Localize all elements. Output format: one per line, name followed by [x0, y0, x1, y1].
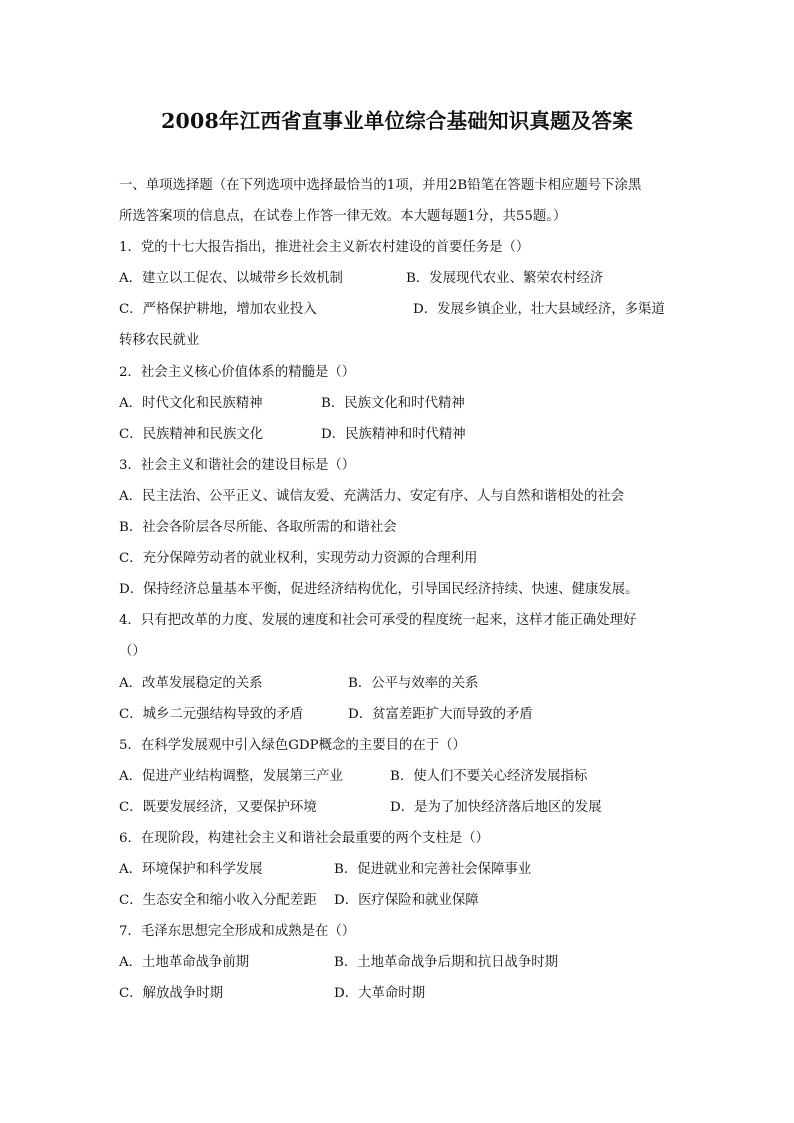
question-6-option-a: A．环境保护和科学发展	[119, 862, 263, 878]
question-4-option-c: C．城乡二元强结构导致的矛盾	[119, 706, 304, 722]
question-6-options-row-2	[119, 885, 679, 916]
question-7-option-d: D．大革命时期	[334, 986, 426, 1002]
question-3-option-c: C．充分保障劳动者的就业权利，实现劳动力资源的合理利用	[119, 551, 478, 567]
question-1-option-a: A．建立以工促农、以城带乡长效机制	[119, 271, 343, 287]
question-4-options-row-2	[119, 699, 679, 730]
question-7-options-row-1	[119, 947, 679, 978]
question-7-option-c: C．解放战争时期	[119, 986, 223, 1002]
question-7-stem: 7．毛泽东思想完全形成和成熟是在（）	[119, 924, 356, 940]
question-6-stem: 6．在现阶段，构建社会主义和谐社会最重要的两个支柱是（）	[119, 830, 490, 846]
question-7-option-b: B．土地革命战争后期和抗日战争时期	[334, 955, 559, 971]
question-5-option-d: D．是为了加快经济落后地区的发展	[390, 799, 602, 815]
question-6-option-c: C．生态安全和缩小收入分配差距	[119, 893, 317, 909]
question-3-option-b: B．社会各阶层各尽所能、各取所需的和谐社会	[119, 520, 397, 536]
question-4-stem-continued: （）	[119, 644, 146, 660]
question-4-option-b: B．公平与效率的关系	[348, 675, 479, 691]
question-1-option-d: D．发展乡镇企业，壮大县域经济，多渠道	[413, 302, 665, 318]
question-7-options-row-2	[119, 978, 679, 1009]
question-2-option-a: A．时代文化和民族精神	[119, 395, 263, 411]
question-5-stem: 5．在科学发展观中引入绿色GDP概念的主要目的在于（）	[119, 737, 466, 753]
question-1-option-d-continued: 转移农民就业	[119, 333, 200, 349]
section-heading-line-2: 所选答案项的信息点，在试卷上作答一律无效。本大题每题1分，共55题。）	[119, 209, 567, 225]
question-6-options-row-1	[119, 854, 679, 885]
question-2-option-d: D．民族精神和时代精神	[321, 426, 466, 442]
question-2-option-b: B．民族文化和时代精神	[321, 395, 465, 411]
question-3-option-a: A．民主法治、公平正义、诚信友爱、充满活力、安定有序、人与自然和谐相处的社会	[119, 488, 625, 504]
question-1-option-c: C．严格保护耕地，增加农业投入	[119, 302, 317, 318]
question-2-options-row-1	[119, 388, 679, 419]
question-2-options-row-2	[119, 419, 679, 450]
question-5-option-c: C．既要发展经济，又要保护环境	[119, 799, 317, 815]
question-5-option-b: B．使人们不要关心经济发展指标	[390, 768, 588, 784]
question-4-stem: 4．只有把改革的力度、发展的速度和社会可承受的程度统一起来，这样才能正确处理好	[119, 613, 637, 629]
question-2-option-c: C．民族精神和民族文化	[119, 426, 264, 442]
question-7-option-a: A．土地革命战争前期	[119, 955, 250, 971]
question-4-options-row-1	[119, 668, 679, 699]
question-1-option-b: B．发展现代农业、繁荣农村经济	[406, 271, 604, 287]
question-3-option-d: D．保持经济总量基本平衡，促进经济结构优化，引导国民经济持续、快速、健康发展。	[119, 582, 639, 598]
question-4-option-d: D．贫富差距扩大而导致的矛盾	[348, 706, 533, 722]
question-1-options-row-1	[119, 263, 679, 294]
question-5-options-row-1	[119, 761, 679, 792]
section-heading-line-1: 一、单项选择题（在下列选项中选择最恰当的1项，并用2B铅笔在答题卡相应题号下涂黑	[119, 178, 642, 193]
question-6-option-b: B．促进就业和完善社会保障事业	[334, 862, 532, 878]
document-title: 2008年江西省直事业单位综合基础知识真题及答案	[161, 109, 633, 133]
question-1-options-row-2	[119, 294, 679, 325]
question-5-options-row-2	[119, 792, 679, 823]
document-body	[119, 170, 679, 1010]
question-1-stem: 1．党的十七大报告指出，推进社会主义新农村建设的首要任务是（）	[119, 240, 530, 256]
question-3-stem: 3．社会主义和谐社会的建设目标是（）	[119, 457, 356, 473]
question-6-option-d: D．医疗保险和就业保障	[334, 893, 479, 909]
question-5-option-a: A．促进产业结构调整，发展第三产业	[119, 768, 343, 784]
question-2-stem: 2．社会主义核心价值体系的精髓是（）	[119, 364, 356, 380]
question-4-option-a: A．改革发展稳定的关系	[119, 675, 263, 691]
